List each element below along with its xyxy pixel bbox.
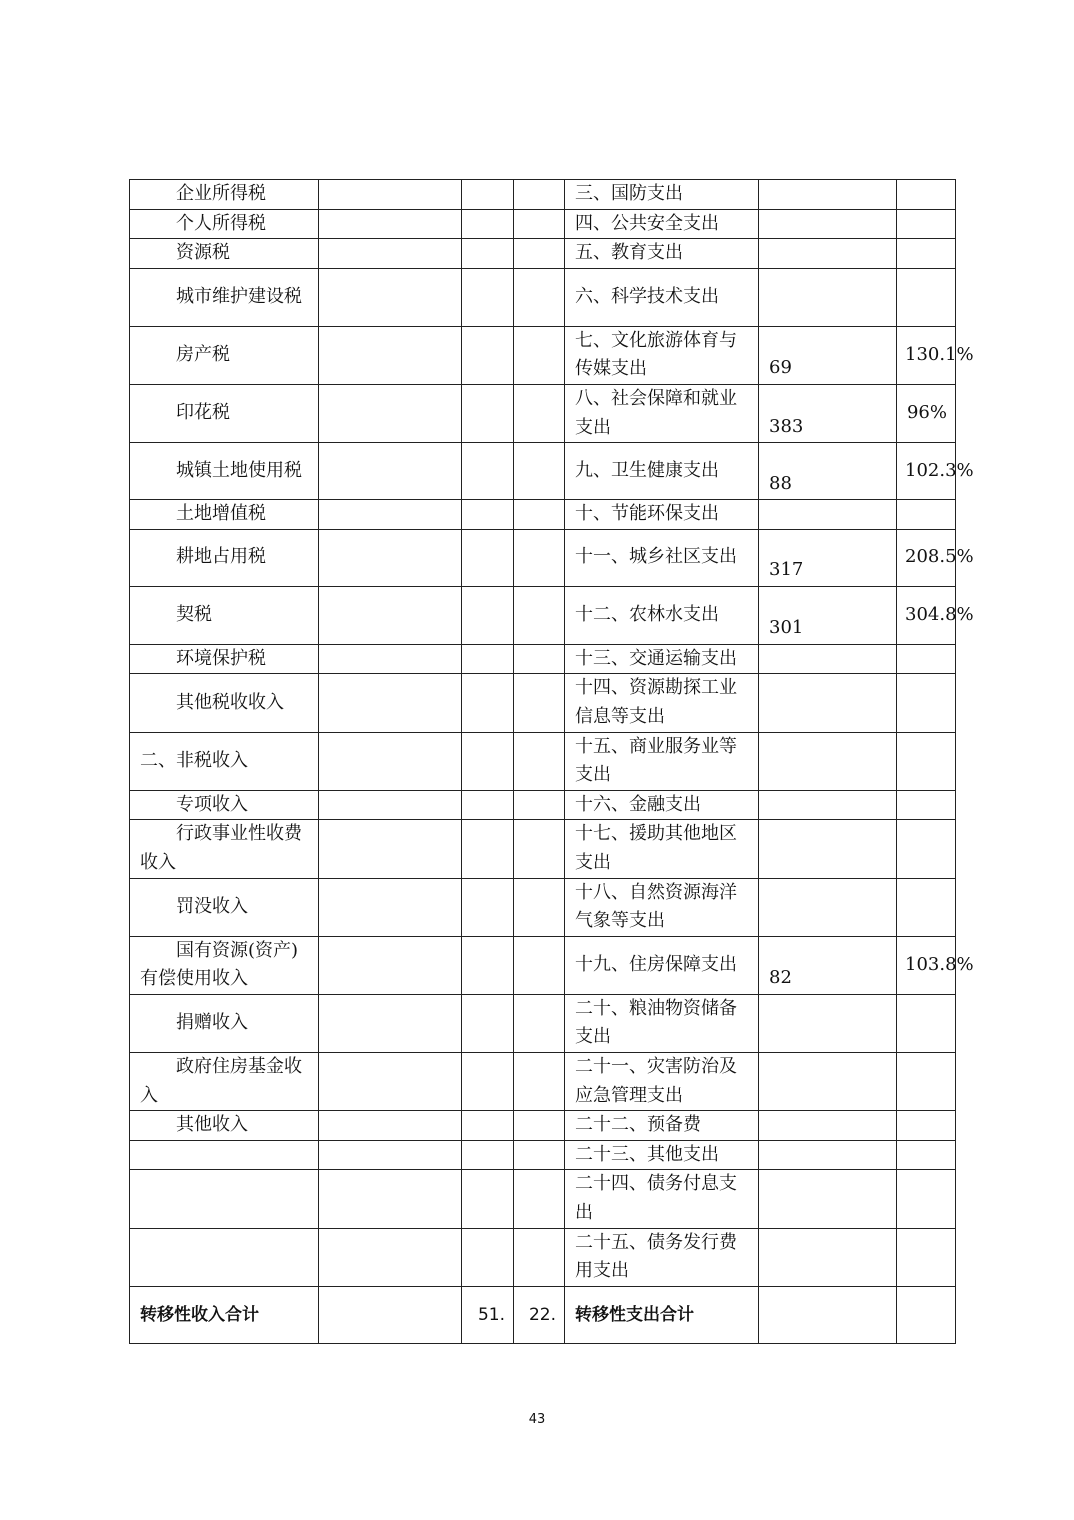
expenditure-item-text: 十九、住房保障支出 bbox=[575, 953, 737, 975]
expenditure-value-text: 88 bbox=[769, 472, 792, 494]
expenditure-item-text: 十四、资源勘探工业信息等支出 bbox=[575, 677, 737, 727]
expenditure-value-cell bbox=[759, 1170, 897, 1228]
expenditure-item-text: 八、社会保障和就业支出 bbox=[575, 387, 737, 438]
income-item-text: 耕地占用税 bbox=[176, 546, 266, 568]
income-budget-cell bbox=[319, 384, 462, 442]
expenditure-item-cell bbox=[565, 1286, 759, 1343]
income-item-text: 专项收入 bbox=[176, 793, 248, 815]
income-c3-cell bbox=[462, 529, 514, 586]
expenditure-ratio-cell bbox=[897, 732, 956, 790]
income-item-cell bbox=[130, 1140, 319, 1170]
income-c3-cell bbox=[462, 239, 514, 269]
income-item-text: 其他税收收入 bbox=[176, 691, 284, 713]
income-item-text: 土地增值税 bbox=[176, 503, 266, 525]
budget-table bbox=[129, 179, 974, 1344]
income-c4-cell bbox=[514, 239, 565, 269]
expenditure-value-cell bbox=[759, 443, 897, 500]
income-c4-cell bbox=[514, 209, 565, 239]
income-c3-cell bbox=[462, 644, 514, 674]
expenditure-item-cell bbox=[565, 500, 759, 530]
budget-table-body bbox=[130, 180, 974, 1344]
income-item-text: 个人所得税 bbox=[176, 212, 266, 234]
expenditure-ratio-cell bbox=[897, 326, 974, 384]
expenditure-ratio-text: 96% bbox=[906, 402, 947, 424]
expenditure-item-text: 七、文化旅游体育与传媒支出 bbox=[575, 329, 737, 380]
expenditure-ratio-cell bbox=[897, 500, 956, 530]
income-c4-cell bbox=[514, 732, 565, 790]
expenditure-item-text: 二十五、债务发行费用支出 bbox=[575, 1231, 737, 1282]
income-c3-cell bbox=[462, 586, 514, 644]
income-c4-cell bbox=[514, 1228, 565, 1286]
income-item-cell bbox=[130, 820, 319, 878]
income-item-text: 行政事业性收费收入 bbox=[140, 823, 302, 873]
income-c4-cell bbox=[514, 878, 565, 936]
income-c4-cell bbox=[514, 790, 565, 820]
income-item-cell bbox=[130, 644, 319, 674]
income-item-text: 资源税 bbox=[176, 242, 230, 264]
expenditure-value-text: 82 bbox=[769, 967, 792, 989]
expenditure-ratio-text: 103.8% bbox=[905, 953, 974, 975]
income-c3-cell bbox=[462, 268, 514, 326]
income-c4-text: 22. bbox=[528, 1304, 556, 1325]
expenditure-item-text: 十八、自然资源海洋气象等支出 bbox=[575, 881, 737, 932]
income-budget-cell bbox=[319, 1111, 462, 1141]
income-c4-cell bbox=[514, 1140, 565, 1170]
table-row bbox=[130, 1170, 956, 1228]
expenditure-ratio-cell bbox=[897, 1170, 956, 1228]
income-item-cell bbox=[130, 443, 319, 500]
expenditure-value-cell bbox=[759, 878, 897, 936]
expenditure-value-cell bbox=[759, 1140, 897, 1170]
expenditure-ratio-cell bbox=[897, 384, 956, 442]
income-budget-cell bbox=[319, 268, 462, 326]
expenditure-value-cell bbox=[759, 180, 897, 210]
expenditure-item-cell bbox=[565, 790, 759, 820]
expenditure-value-cell bbox=[759, 732, 897, 790]
income-c3-cell bbox=[462, 732, 514, 790]
expenditure-item-text: 六、科学技术支出 bbox=[575, 285, 719, 307]
expenditure-item-text: 二十二、预备费 bbox=[575, 1114, 701, 1136]
income-item-text: 企业所得税 bbox=[176, 183, 266, 204]
income-c4-cell bbox=[514, 1053, 565, 1111]
table-row bbox=[130, 209, 956, 239]
income-item-text: 城市维护建设税 bbox=[176, 285, 302, 307]
expenditure-ratio-cell bbox=[897, 268, 956, 326]
income-item-text: 其他收入 bbox=[176, 1114, 248, 1136]
income-item-text: 城镇土地使用税 bbox=[176, 459, 302, 481]
table-row bbox=[130, 443, 956, 500]
income-item-text: 二、非税收入 bbox=[140, 749, 248, 771]
expenditure-item-text: 十三、交通运输支出 bbox=[575, 647, 737, 669]
income-c4-cell bbox=[514, 586, 565, 644]
table-row bbox=[130, 529, 956, 586]
income-c3-text: 51. bbox=[477, 1304, 505, 1325]
income-item-cell bbox=[130, 732, 319, 790]
expenditure-ratio-cell bbox=[897, 529, 974, 586]
income-c4-cell bbox=[514, 1111, 565, 1141]
table-row bbox=[130, 268, 956, 326]
income-c3-cell bbox=[462, 1053, 514, 1111]
expenditure-item-text: 三、国防支出 bbox=[575, 183, 683, 204]
income-budget-cell bbox=[319, 500, 462, 530]
expenditure-item-text: 二十三、其他支出 bbox=[575, 1143, 719, 1165]
expenditure-item-cell bbox=[565, 443, 759, 500]
expenditure-item-cell bbox=[565, 936, 759, 994]
expenditure-value-cell bbox=[759, 209, 897, 239]
income-item-cell bbox=[130, 1053, 319, 1111]
income-budget-cell bbox=[319, 1140, 462, 1170]
expenditure-ratio-cell bbox=[897, 1140, 956, 1170]
income-budget-cell bbox=[319, 529, 462, 586]
income-item-text: 国有资源(资产)有偿使用收入 bbox=[140, 939, 299, 990]
table-row bbox=[130, 239, 956, 269]
income-item-cell bbox=[130, 500, 319, 530]
table-row bbox=[130, 1111, 956, 1141]
expenditure-item-text: 十五、商业服务业等支出 bbox=[575, 735, 737, 786]
income-c4-cell bbox=[514, 529, 565, 586]
expenditure-value-cell bbox=[759, 790, 897, 820]
expenditure-item-cell bbox=[565, 732, 759, 790]
income-c4-cell bbox=[514, 644, 565, 674]
income-budget-cell bbox=[319, 1170, 462, 1228]
income-budget-cell bbox=[319, 936, 462, 994]
income-c3-cell bbox=[462, 384, 514, 442]
income-item-cell bbox=[130, 1228, 319, 1286]
expenditure-item-text: 十七、援助其他地区支出 bbox=[575, 823, 737, 873]
expenditure-item-text: 十六、金融支出 bbox=[575, 793, 701, 815]
expenditure-ratio-cell bbox=[897, 209, 956, 239]
income-c3-cell bbox=[462, 820, 514, 878]
income-budget-cell bbox=[319, 239, 462, 269]
expenditure-value-cell bbox=[759, 1286, 897, 1343]
expenditure-ratio-cell bbox=[897, 239, 956, 269]
expenditure-value-cell bbox=[759, 586, 897, 644]
income-c4-cell bbox=[514, 500, 565, 530]
table-row bbox=[130, 1140, 956, 1170]
table-row bbox=[130, 500, 956, 530]
income-item-cell bbox=[130, 1286, 319, 1343]
expenditure-ratio-cell bbox=[897, 1111, 956, 1141]
expenditure-item-cell bbox=[565, 644, 759, 674]
expenditure-item-text: 转移性支出合计 bbox=[575, 1304, 694, 1325]
expenditure-item-cell bbox=[565, 180, 759, 210]
table-row bbox=[130, 936, 956, 994]
income-item-cell bbox=[130, 384, 319, 442]
table-row bbox=[130, 586, 956, 644]
income-c3-cell bbox=[462, 1111, 514, 1141]
table-row bbox=[130, 384, 956, 442]
expenditure-item-cell bbox=[565, 529, 759, 586]
expenditure-value-cell bbox=[759, 674, 897, 732]
income-item-cell bbox=[130, 326, 319, 384]
income-item-cell bbox=[130, 994, 319, 1052]
expenditure-item-cell bbox=[565, 1170, 759, 1228]
table-row bbox=[130, 820, 956, 878]
income-budget-cell bbox=[319, 732, 462, 790]
income-item-text: 政府住房基金收入 bbox=[140, 1056, 302, 1106]
expenditure-item-cell bbox=[565, 586, 759, 644]
expenditure-item-cell bbox=[565, 674, 759, 732]
income-c3-cell bbox=[462, 1170, 514, 1228]
table-row bbox=[130, 1053, 956, 1111]
expenditure-ratio-text: 208.5% bbox=[905, 546, 974, 568]
income-budget-cell bbox=[319, 1228, 462, 1286]
income-c3-cell bbox=[462, 878, 514, 936]
income-c3-cell bbox=[462, 180, 514, 210]
expenditure-value-cell bbox=[759, 1228, 897, 1286]
income-c4-cell bbox=[514, 326, 565, 384]
income-c3-cell bbox=[462, 1140, 514, 1170]
expenditure-value-cell bbox=[759, 326, 897, 384]
expenditure-item-cell bbox=[565, 820, 759, 878]
income-budget-cell bbox=[319, 1286, 462, 1343]
income-item-text: 契税 bbox=[176, 603, 212, 625]
income-budget-cell bbox=[319, 994, 462, 1052]
income-item-cell bbox=[130, 586, 319, 644]
expenditure-ratio-cell bbox=[897, 443, 974, 500]
expenditure-item-text: 二十一、灾害防治及应急管理支出 bbox=[575, 1056, 737, 1106]
expenditure-item-cell bbox=[565, 878, 759, 936]
income-item-text: 捐赠收入 bbox=[176, 1012, 248, 1034]
expenditure-ratio-text: 304.8% bbox=[905, 603, 974, 625]
income-c4-cell bbox=[514, 443, 565, 500]
table-row bbox=[130, 674, 956, 732]
table-row bbox=[130, 644, 956, 674]
page-number: 43 bbox=[528, 1412, 546, 1427]
expenditure-ratio-cell bbox=[897, 674, 956, 732]
expenditure-item-cell bbox=[565, 209, 759, 239]
income-item-cell bbox=[130, 268, 319, 326]
expenditure-item-text: 十一、城乡社区支出 bbox=[575, 546, 737, 568]
expenditure-item-text: 十、节能环保支出 bbox=[575, 503, 719, 525]
income-c4-cell bbox=[514, 384, 565, 442]
income-item-cell bbox=[130, 936, 319, 994]
income-item-cell bbox=[130, 180, 319, 210]
income-budget-cell bbox=[319, 820, 462, 878]
income-c3-cell bbox=[462, 936, 514, 994]
expenditure-ratio-cell bbox=[897, 644, 956, 674]
expenditure-value-cell bbox=[759, 1053, 897, 1111]
income-c3-cell bbox=[462, 994, 514, 1052]
expenditure-value-cell bbox=[759, 1111, 897, 1141]
income-item-text: 罚没收入 bbox=[176, 895, 248, 917]
table-row bbox=[130, 790, 956, 820]
expenditure-ratio-cell bbox=[897, 790, 956, 820]
income-budget-cell bbox=[319, 790, 462, 820]
income-item-cell bbox=[130, 1170, 319, 1228]
income-budget-cell bbox=[319, 644, 462, 674]
expenditure-value-cell bbox=[759, 994, 897, 1052]
income-c4-cell bbox=[514, 1170, 565, 1228]
income-item-cell bbox=[130, 209, 319, 239]
expenditure-ratio-cell bbox=[897, 936, 974, 994]
income-c4-cell bbox=[514, 994, 565, 1052]
table-row bbox=[130, 1228, 956, 1286]
income-c3-cell bbox=[462, 443, 514, 500]
income-c4-cell bbox=[514, 674, 565, 732]
expenditure-item-cell bbox=[565, 1140, 759, 1170]
expenditure-value-cell bbox=[759, 820, 897, 878]
income-c4-cell bbox=[514, 820, 565, 878]
expenditure-ratio-cell bbox=[897, 1228, 956, 1286]
table-row bbox=[130, 732, 956, 790]
income-item-text: 转移性收入合计 bbox=[140, 1304, 259, 1325]
expenditure-item-text: 四、公共安全支出 bbox=[575, 212, 719, 234]
table-row bbox=[130, 878, 956, 936]
income-budget-cell bbox=[319, 326, 462, 384]
income-item-text: 环境保护税 bbox=[176, 647, 266, 669]
expenditure-value-cell bbox=[759, 239, 897, 269]
income-c3-cell bbox=[462, 500, 514, 530]
income-item-cell bbox=[130, 790, 319, 820]
expenditure-value-cell bbox=[759, 644, 897, 674]
income-item-cell bbox=[130, 529, 319, 586]
expenditure-ratio-cell bbox=[897, 1286, 956, 1343]
table-row bbox=[130, 1286, 956, 1343]
income-budget-cell bbox=[319, 586, 462, 644]
table-row bbox=[130, 180, 956, 210]
income-c4-cell bbox=[514, 936, 565, 994]
income-item-text: 房产税 bbox=[176, 344, 230, 366]
expenditure-value-text: 69 bbox=[769, 357, 792, 379]
expenditure-value-cell bbox=[759, 268, 897, 326]
income-c3-cell bbox=[462, 1228, 514, 1286]
income-c4-cell bbox=[514, 1286, 565, 1343]
expenditure-ratio-text: 102.3% bbox=[905, 459, 974, 481]
income-item-cell bbox=[130, 674, 319, 732]
expenditure-item-text: 五、教育支出 bbox=[575, 242, 683, 264]
income-budget-cell bbox=[319, 180, 462, 210]
table-row bbox=[130, 326, 956, 384]
income-c3-cell bbox=[462, 326, 514, 384]
expenditure-item-cell bbox=[565, 326, 759, 384]
expenditure-item-text: 二十、粮油物资储备支出 bbox=[575, 997, 737, 1048]
income-c3-cell bbox=[462, 674, 514, 732]
expenditure-item-text: 九、卫生健康支出 bbox=[575, 459, 719, 481]
income-c4-cell bbox=[514, 180, 565, 210]
income-item-text: 印花税 bbox=[176, 402, 230, 424]
expenditure-ratio-cell bbox=[897, 878, 956, 936]
expenditure-value-text: 317 bbox=[769, 559, 804, 581]
expenditure-value-text: 383 bbox=[769, 415, 804, 437]
income-c4-cell bbox=[514, 268, 565, 326]
expenditure-value-cell bbox=[759, 529, 897, 586]
income-budget-cell bbox=[319, 1053, 462, 1111]
income-c3-cell bbox=[462, 209, 514, 239]
income-item-cell bbox=[130, 1111, 319, 1141]
income-budget-cell bbox=[319, 209, 462, 239]
expenditure-item-cell bbox=[565, 1053, 759, 1111]
expenditure-item-cell bbox=[565, 1111, 759, 1141]
expenditure-value-text: 301 bbox=[769, 617, 804, 639]
expenditure-item-cell bbox=[565, 384, 759, 442]
expenditure-item-cell bbox=[565, 268, 759, 326]
expenditure-item-cell bbox=[565, 994, 759, 1052]
income-budget-cell bbox=[319, 443, 462, 500]
expenditure-ratio-cell bbox=[897, 820, 956, 878]
income-c3-cell bbox=[462, 790, 514, 820]
table-row bbox=[130, 994, 956, 1052]
income-item-cell bbox=[130, 878, 319, 936]
expenditure-value-cell bbox=[759, 500, 897, 530]
expenditure-item-text: 二十四、债务付息支出 bbox=[575, 1173, 737, 1224]
expenditure-item-cell bbox=[565, 239, 759, 269]
expenditure-value-cell bbox=[759, 384, 897, 442]
expenditure-ratio-cell bbox=[897, 180, 956, 210]
expenditure-ratio-text: 130.1% bbox=[905, 344, 974, 366]
income-c3-cell bbox=[462, 1286, 514, 1343]
expenditure-ratio-cell bbox=[897, 586, 974, 644]
expenditure-item-cell bbox=[565, 1228, 759, 1286]
expenditure-ratio-cell bbox=[897, 1053, 956, 1111]
income-budget-cell bbox=[319, 674, 462, 732]
income-item-cell bbox=[130, 239, 319, 269]
expenditure-item-text: 十二、农林水支出 bbox=[575, 603, 719, 625]
expenditure-ratio-cell bbox=[897, 994, 956, 1052]
expenditure-value-cell bbox=[759, 936, 897, 994]
income-budget-cell bbox=[319, 878, 462, 936]
